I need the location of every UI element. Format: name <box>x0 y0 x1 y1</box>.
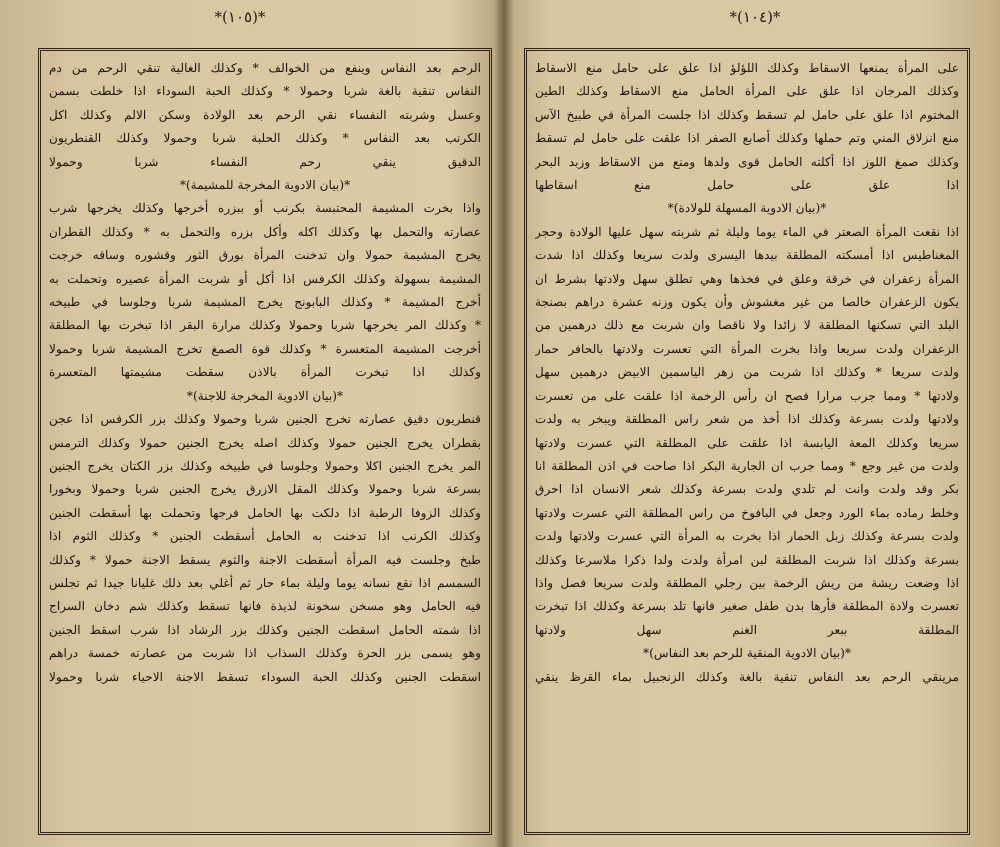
text-line: الكرنب بعد النفاس * وكذلك الحلبة شربا وحمولا وكذلك القنطريون <box>49 131 481 146</box>
page-text <box>535 57 959 826</box>
text-line: البلد التي تسكنها المطلقة لا زائدا ولا ناقصا وان شربت مع ذلك درهمين من <box>535 318 959 333</box>
left-page <box>0 0 498 847</box>
text-line: وكذلك اذا تبخرت المرأة بالاذن سقطت مشيمتها المتعسرة <box>49 365 481 380</box>
page-number: *(١٠٤)* <box>729 8 781 26</box>
text-line: * وكذلك المر يخرجها شربا وحمولا وكذلك مرارة البقر اذا تبخرت بها المطلقة <box>49 318 481 333</box>
text-line: المغناطيس اذا أمسكته المطلقة بيدها اليسرى ولدت سريعا وكذلك اذا شدت <box>535 248 959 263</box>
text-line: يكون الزعفران خالصا من غير مغشوش وأن يكون وزنه عشرة دراهم بصنجة <box>535 295 959 310</box>
text-line: المختوم اذا علق على حامل لم تسقط وكذلك اذا جلست المرأة في طبيخ الآس <box>535 107 959 122</box>
text-frame <box>38 48 492 835</box>
text-line: المر يخرج الجنين اكلا وحمولا وجلوسا في طبيخه وكذلك بزر الكتان يخرج الجنين <box>49 458 481 473</box>
text-line: السمسم اذا نقع نسانه يوما وليلة بماء حار ثم أغلي بعد ذلك غليانا جيدا ثم تجلس <box>49 575 481 590</box>
text-line: ولادتها ولدت بسرعة وكذلك اذا أخذ من شعر راس المطلقة ويبخر به ولدت <box>535 412 959 427</box>
page-text <box>49 57 481 826</box>
text-line: بسرعة وكذلك اذا شربت المطلقة لبن امرأة ولدت ولدا ذكرا ملاسرعا وكذلك <box>535 552 959 567</box>
text-line: بكر وقد ولدت وانت لم تلدي ولدت بسرعة وكذلك شعر الانسان اذا احرق <box>535 482 959 497</box>
text-line: طبخ وجلست فيه المرأة أسقطت الاجنة والثوم يسقط الاجنة حمولا * وكذلك <box>49 552 481 567</box>
text-line: عصارته والتحمل بها وكذلك اكله وأكل بزره والتحمل به * وكذلك القطران <box>49 224 481 239</box>
page-number: *(١٠٥)* <box>214 8 266 26</box>
text-line: أخرجت المشيمة المتعسرة * وكذلك قوة الصمغ تخرج المشيمة شربا وحمولا <box>49 341 481 356</box>
text-line: فيه الحامل وهو مسخن سخونة لذيذة فانها تسقط وكذلك شم دخان السراج <box>49 599 481 614</box>
text-line: الزعفران ولدت سريعا واذا بخرت المرأة التي تعسرت ولادتها بالحافر حمار <box>535 341 959 356</box>
text-line: الدقيق ينقي رحم النفساء شربا وحمولا <box>49 154 481 169</box>
text-line: ولدت من غير وجع * ومما جرب ان الجارية البكر اذا صاحت في اذن المطلقة انا <box>535 458 959 473</box>
text-line: مرينقي الرحم بعد النفاس تنقية بالغة وكذلك الزنجبيل بماء القرظ ينقي <box>535 669 959 684</box>
text-line: بسرعة شربا وحمولا وكذلك المقل الازرق يخرج الجنين شربا وحمولا وبخورا <box>49 482 481 497</box>
text-line: المشيمة بسهولة وكذلك الكرفس اذا أكل أو شربت المرأة عصيره وتحملت به <box>49 271 481 286</box>
text-line: منع انزلاق المني وتم حملها وكذلك أصابع الصفر اذا علقت على حامل لم تسقط <box>535 131 959 146</box>
text-line: سريعا وكذلك المعة اليابسة اذا علقت على المطلقة التي عسرت ولادتها <box>535 435 959 450</box>
text-line: المرأة زعفران في خرقة وعلق في فخذها وهي تطلق سهل ولادتها بشرط ان <box>535 271 959 286</box>
text-line: تعسرت ولادة المطلقة فأرها بدن طفل صغير فانها تلد بسرعة وكذلك اذا تبخرت <box>535 599 959 614</box>
text-line: اذا علق على حامل منع اسقاطها <box>535 178 959 193</box>
text-line: وكذلك صمغ اللوز اذا أكلته الحامل قوى ولدها ومنع من الاسقاط وزبد البحر <box>535 154 959 169</box>
right-page <box>510 0 1000 847</box>
text-line: ولادتها * ومما جرب مرارا فصح ان رأس الرخمة اذا علقت على من تعسرت <box>535 388 959 403</box>
text-line: وكذلك الكرنب اذا تدخنت به الحامل أسقطت الجنين * وكذلك الثوم اذا <box>49 529 481 544</box>
text-line: اذا شمته الحامل اسقطت الجنين وكذلك بزر الرشاد اذا شرب اسقط الجنين <box>49 622 481 637</box>
section-heading: *(بيان الادوية المخرجة للاجنة)* <box>186 388 344 403</box>
text-frame <box>524 48 970 835</box>
text-line: بقطران يخرج الجنين حمولا وكذلك اصله يخرج الجنين حمولا وكذلك الترمس <box>49 435 481 450</box>
section-heading: *(بيان الادوية المخرجة للمشيمة)* <box>179 178 351 193</box>
section-heading: *(بيان الادوية المنقية للرحم بعد النفاس)* <box>643 646 851 661</box>
text-line: وكذلك الزوفا الرطبة اذا دلكت بها الحامل فرجها وتحملت بها أسقطت الجنين <box>49 505 481 520</box>
text-line: الرحم بعد النفاس وينفع من الخوالف * وكذلك الغالية تنقي الرحم من دم <box>49 61 481 75</box>
text-line: النفاس تنقية بالغة شربا وحمولا * وكذلك الحبة السوداء اذا خلطت بسمن <box>49 84 481 99</box>
text-line: ولدت بسرعة وكذلك زبل الحمار اذا بخرت به المرأة التي عسرت ولادتها ولدت <box>535 529 959 544</box>
text-line: على المرأة يمنعها الاسقاط وكذلك اللؤلؤ اذا علق على حامل منع الاسقاط <box>535 61 959 75</box>
text-line: وعسل وشربته النفساء نقي الرحم بعد الولادة وسكن الالم وكذلك اكل <box>49 107 481 122</box>
section-heading: *(بيان الادوية المسهلة للولادة)* <box>667 201 827 216</box>
text-line: اذا وضعت ريشة من ريش الرخمة بين رجلي المطلقة ولدت سريعا فصل واذا <box>535 575 959 590</box>
text-line: وكذلك المرجان اذا علق على المرأة الحامل منع الاسقاط وكذلك الطين <box>535 84 959 99</box>
text-line: واذا بخرت المشيمة المحتبسة بكرنب أو ببزره أخرجها وكذلك يخرجها شرب <box>49 201 481 216</box>
text-line: قنطريون دقيق عصارته تخرج الجنين شربا وحمولا وكذلك بزر الكرفس اذا عجن <box>49 412 481 427</box>
text-line: وخلط رماده بماء الورد وجعل في البافوخ من راس المطلقة التي عسرت ولادتها <box>535 505 959 520</box>
text-line: أخرج المشيمة * وكذلك البابونج يخرج المشيمة شربا وجلوسا في طبيخه <box>49 295 481 310</box>
text-line: اسقطت الجنين وكذلك الحبة السوداء تسقط الاجنة الاحياء شربا وحمولا <box>49 669 481 684</box>
text-line: المطلقة ببعر الغنم سهل ولادتها <box>535 622 959 637</box>
text-line: وهو يسمى بزر الحرة وكذلك السذاب اذا شربت من عصارته خمسة دراهم <box>49 646 481 661</box>
text-line: يخرج المشيمة حمولا وان تدخنت المرأة بورق الثور وقشوره وساقه خرجت <box>49 248 481 263</box>
text-line: ولدت سريعا * وكذلك اذا شربت من زهر الياسمين الابيض درهمين سهل <box>535 365 959 380</box>
text-line: اذا نقعت المرأة الصعتر في الماء يوما وليلة ثم شربته سهل عليها الولادة وحجر <box>535 224 959 239</box>
